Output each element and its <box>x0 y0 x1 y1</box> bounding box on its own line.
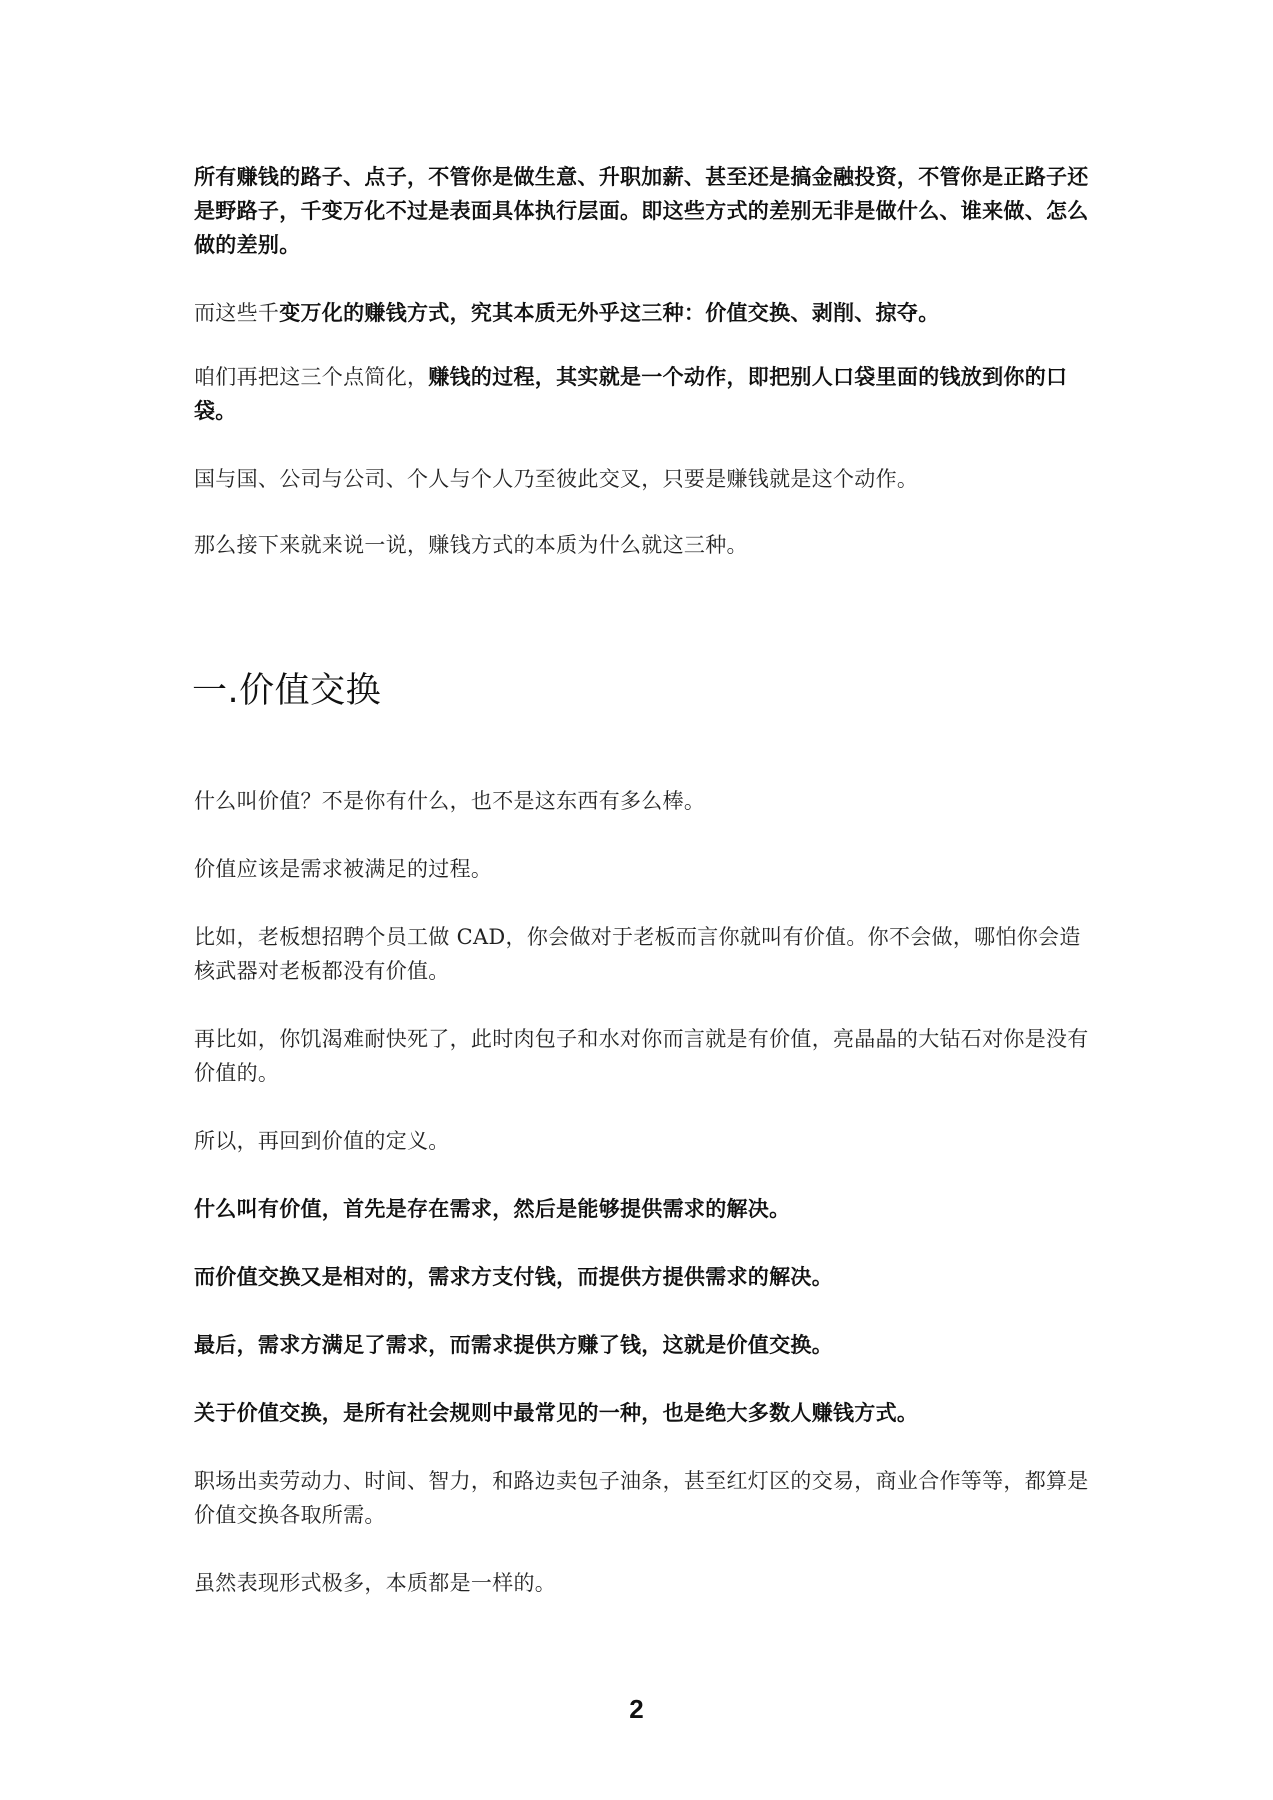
section-paragraph-3: 比如，老板想招聘个员工做 CAD，你会做对于老板而言你就叫有价值。你不会做，哪怕你会造核武器对老板都没有价值。 <box>194 925 1081 983</box>
intro-paragraph-5-text: 那么接下来就来说一说，赚钱方式的本质为什么就这三种。 <box>194 533 748 557</box>
section-paragraph-10: 职场出卖劳动力、时间、智力，和路边卖包子油条，甚至红灯区的交易，商业合作等等，都算是价值交换各取所需。 <box>194 1469 1089 1527</box>
section-paragraph-4: 再比如，你饥渴难耐快死了，此时肉包子和水对你而言就是有价值，亮晶晶的大钻石对你是没有价值的。 <box>194 1027 1089 1085</box>
intro-paragraph-3-lead: 咱们再把这三个点简化， <box>194 365 429 389</box>
section-paragraph-5: 所以，再回到价值的定义。 <box>194 1129 450 1153</box>
section-paragraph-9: 关于价值交换，是所有社会规则中最常见的一种，也是绝大多数人赚钱方式。 <box>194 1401 919 1425</box>
section-paragraph-6: 什么叫有价值，首先是存在需求，然后是能够提供需求的解决。 <box>194 1197 791 1221</box>
intro-paragraph-2 <box>194 296 1094 330</box>
section-paragraph-7: 而价值交换又是相对的，需求方支付钱，而提供方提供需求的解决。 <box>194 1265 833 1289</box>
page-number: 2 <box>629 1694 644 1724</box>
intro-paragraph-5 <box>194 528 1094 562</box>
intro-paragraph-2-emphasis: 变万化的赚钱方式，究其本质无外乎这三种：价值交换、剥削、掠夺。 <box>279 301 940 325</box>
intro-paragraph-3 <box>194 360 1094 428</box>
intro-paragraph-2-lead: 而这些千 <box>194 301 280 325</box>
section-paragraph-1: 什么叫价值？不是你有什么，也不是这东西有多么棒。 <box>194 789 706 813</box>
intro-paragraph-3-emphasis: 赚钱的过程，其实就是一个动作，即把别人口袋里面的钱放到你的口袋。 <box>194 365 1068 423</box>
section-paragraph-8: 最后，需求方满足了需求，而需求提供方赚了钱，这就是价值交换。 <box>194 1333 833 1357</box>
intro-paragraph-4 <box>194 462 1094 496</box>
intro-paragraph-4-text: 国与国、公司与公司、个人与个人乃至彼此交叉，只要是赚钱就是这个动作。 <box>194 467 919 491</box>
section-heading: 一.价值交换 <box>192 671 382 711</box>
intro-paragraph-1-text: 所有赚钱的路子、点子，不管你是做生意、升职加薪、甚至还是搞金融投资，不管你是正路子还是野路子，千变万化不过是表面具体执行层面。即这些方式的差别无非是做什么、谁来做、怎么做的差别。 <box>194 165 1089 257</box>
section-paragraph-11: 虽然表现形式极多，本质都是一样的。 <box>194 1571 557 1595</box>
section-paragraph-2: 价值应该是需求被满足的过程。 <box>194 857 493 881</box>
intro-paragraph-1 <box>194 160 1094 262</box>
